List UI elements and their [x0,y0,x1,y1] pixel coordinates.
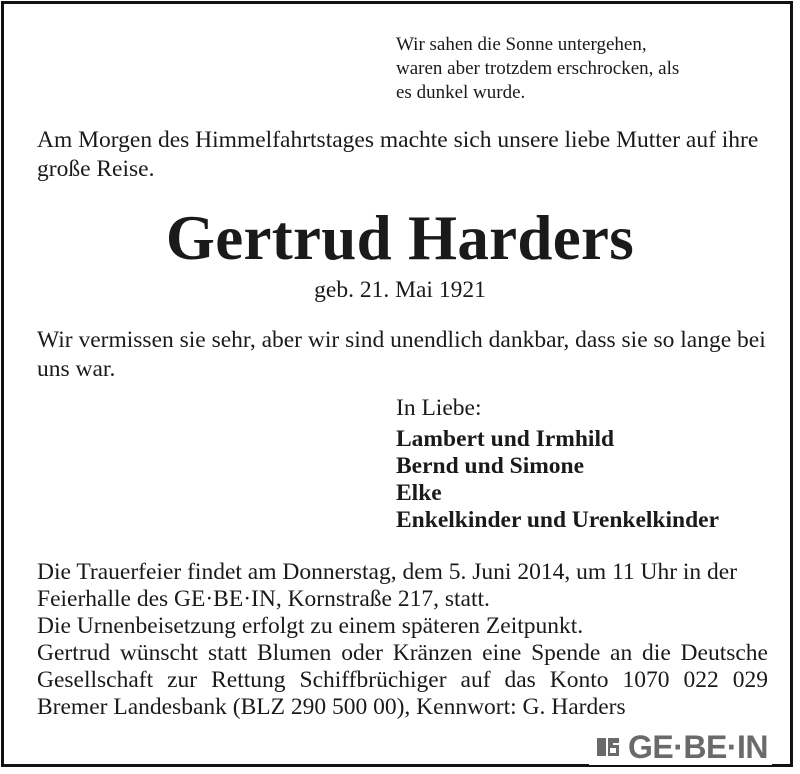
poem [396,33,776,105]
mourner-name: Enkelkinder und Urenkelkinder [396,507,720,533]
funeral-paragraph: Die Urnenbeisetzung erfolgt zu einem späteren Zeitpunkt. [37,613,584,639]
gebein-logo-icon [593,732,623,762]
mourner-name: Lambert und Irmhild [396,426,615,452]
deceased-name: Gertrud Harders [165,203,635,273]
mourner-name: Elke [396,480,442,506]
poem-line: Wir sahen die Sonne untergehen, [396,34,647,55]
mourners-list [396,426,719,534]
birth-date: geb. 21. Mai 1921 [314,277,486,303]
signoff-label: In Liebe: [396,395,482,421]
poem-line: waren aber trotzdem erschrocken, als [396,58,680,79]
donation-paragraph: Gertrud wünscht statt Blumen oder Kränzen eine Spende an die Deutsche Gesellschaft zur Rettung Schiffbrüchiger auf das Konto 1070 022 029 Bremer Landesbank (BLZ 290 500 00), Kennwort: G. Harders [37,640,768,720]
company-logo [589,729,772,765]
funeral-details [37,559,768,721]
mourner-name: Bernd und Simone [396,453,585,479]
intro-text: Am Morgen des Himmelfahrtstages machte sich unsere liebe Mutter auf ihre große Reise. [37,127,759,182]
poem-line: es dunkel wurde. [396,82,526,103]
message-text: Wir vermissen sie sehr, aber wir sind unendlich dankbar, dass sie so lange bei uns war. [37,327,766,382]
funeral-paragraph: Die Trauerfeier findet am Donnerstag, dem 5. Juni 2014, um 11 Uhr in der Feierhalle des GE·BE·IN, Kornstraße 217, statt. [37,559,738,612]
logo-text: GE·BE·IN [628,728,768,765]
